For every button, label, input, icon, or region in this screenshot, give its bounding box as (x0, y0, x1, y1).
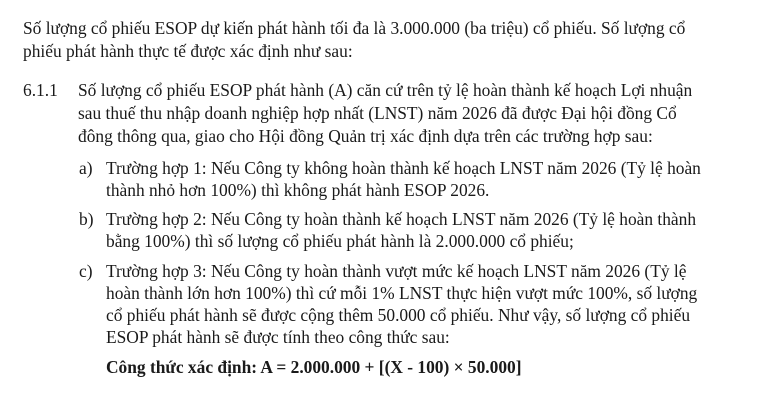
section-number: 6.1.1 (23, 80, 58, 100)
case-a-label: a) (79, 158, 93, 178)
section-line-2: sau thuế thu nhập doanh nghiệp hợp nhất (LNST) năm 2026 đã được Đại hội đồng Cổ (78, 103, 677, 123)
case-c-line-2: hoàn thành lớn hơn 100%) thì cứ mỗi 1% LNST thực hiện vượt mức 100%, số lượng (106, 283, 698, 303)
case-b-line-1: Trường hợp 2: Nếu Công ty hoàn thành kế hoạch LNST năm 2026 (Tỷ lệ hoàn thành (106, 209, 697, 229)
case-c-line-4: ESOP phát hành sẽ được tính theo công thức sau: (106, 327, 450, 347)
formula: Công thức xác định: A = 2.000.000 + [(X - 100) × 50.000] (106, 357, 522, 377)
case-c-line-1: Trường hợp 3: Nếu Công ty hoàn thành vượt mức kế hoạch LNST năm 2026 (Tỷ lệ (106, 261, 687, 281)
case-b-line-2: bằng 100%) thì số lượng cổ phiếu phát hành là 2.000.000 cổ phiếu; (106, 231, 574, 251)
case-b-label: b) (79, 209, 94, 229)
intro-line-2: phiếu phát hành thực tế được xác định như sau: (23, 41, 353, 61)
case-c-line-3: cổ phiếu phát hành sẽ được cộng thêm 50.000 cổ phiếu. Như vậy, số lượng cổ phiếu (106, 305, 691, 325)
case-c-label: c) (79, 261, 93, 281)
case-a-line-1: Trường hợp 1: Nếu Công ty không hoàn thành kế hoạch LNST năm 2026 (Tỷ lệ hoàn (106, 158, 701, 178)
case-a-line-2: thành nhỏ hơn 100%) thì không phát hành ESOP 2026. (106, 180, 490, 200)
section-line-3: đông thông qua, giao cho Hội đồng Quản trị xác định dựa trên các trường hợp sau: (78, 126, 653, 146)
section-line-1: Số lượng cổ phiếu ESOP phát hành (A) căn cứ trên tỷ lệ hoàn thành kế hoạch Lợi nhuận (78, 80, 693, 100)
intro-line-1: Số lượng cổ phiếu ESOP dự kiến phát hành tối đa là 3.000.000 (ba triệu) cổ phiếu. Số lượng cổ (23, 18, 686, 38)
